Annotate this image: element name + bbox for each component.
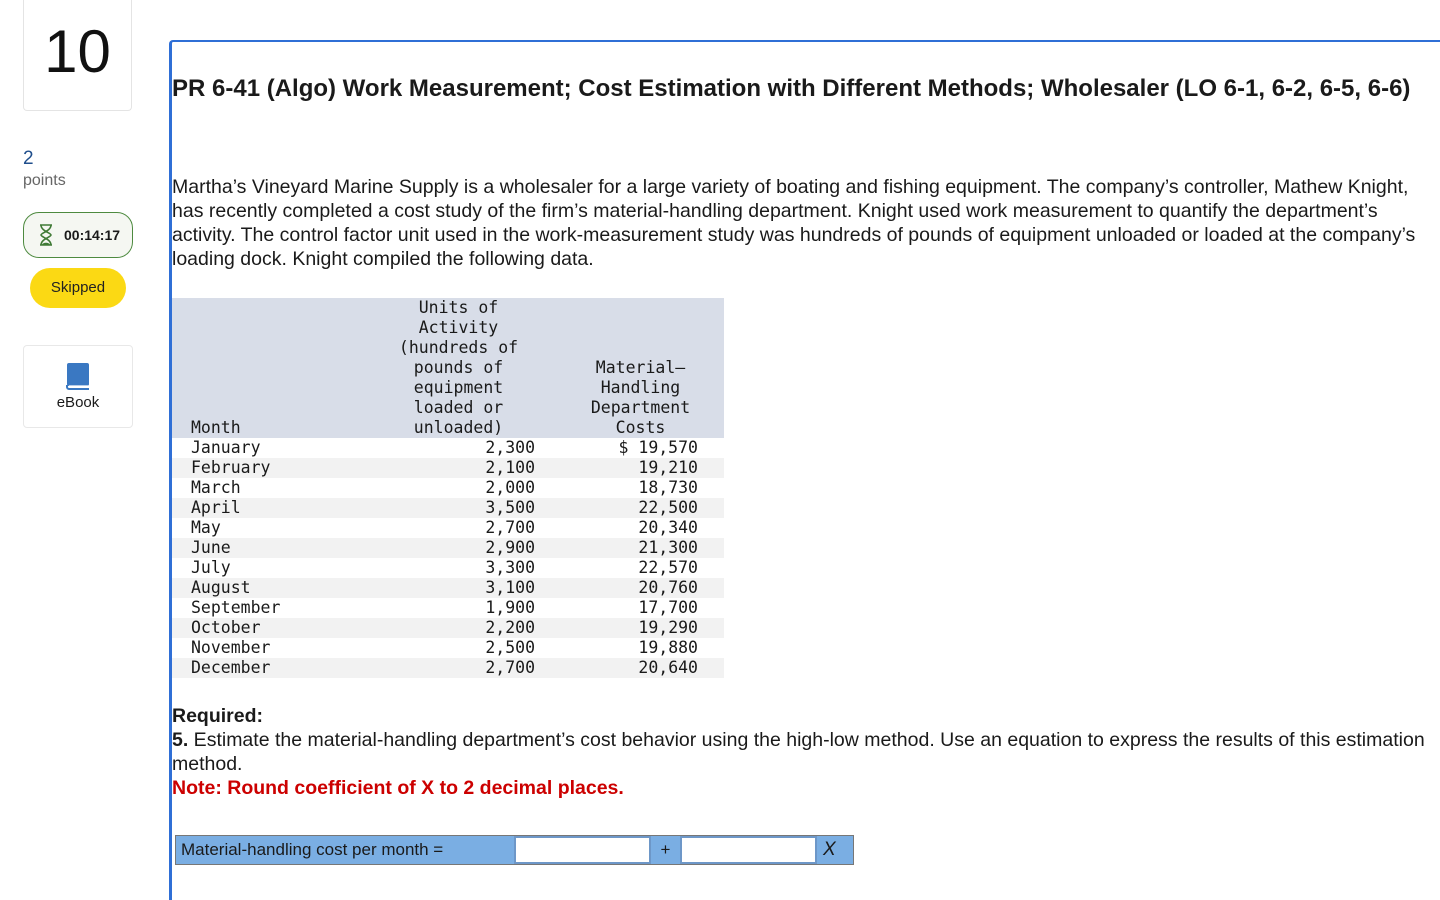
timer — [23, 212, 133, 258]
intro-text: Martha’s Vineyard Marine Supply is a wholesaler for a large variety of boating and fishing equipment. The company’s controller, Mathew Knight, has recently completed a cost study of the firm’s material-handling department. Knight used work measurement to quantify the department’s activity. The control factor unit used in the work-measurement study was hundreds of pounds of equipment unloaded or loaded at the company’s loading dock. Knight compiled the following data. — [172, 176, 1416, 270]
table-row — [172, 578, 724, 598]
units-cell: 1,900 — [485, 598, 535, 617]
units-cell: 2,700 — [485, 518, 535, 537]
units-cell: 2,500 — [485, 638, 535, 657]
units-cell: 3,300 — [485, 558, 535, 577]
header-costs — [537, 298, 724, 438]
month-cell: April — [172, 498, 382, 518]
required-body: Estimate the material-handling department’s cost behavior using the high-low method. Use an equation to express the results of this estimation method. — [172, 729, 1425, 775]
cost-cell: 22,570 — [638, 558, 698, 577]
table-row — [172, 638, 724, 658]
cost-cell: 19,880 — [638, 638, 698, 657]
question-panel — [169, 40, 1440, 900]
month-cell: December — [172, 658, 382, 678]
units-cell: 2,300 — [485, 438, 535, 457]
table-row — [172, 538, 724, 558]
data-table — [172, 298, 724, 678]
table-row — [172, 658, 724, 678]
cost-cell: 19,210 — [537, 458, 724, 478]
cost-cell: 18,730 — [638, 478, 698, 497]
month-cell: May — [191, 518, 221, 537]
header-units-text: Units of Activity (hundreds of pounds of equipment loaded or unloaded) — [398, 298, 519, 437]
header-costs-text: Material–Handling Department Costs — [590, 358, 691, 437]
table-row — [172, 618, 724, 638]
cost-cell: 20,760 — [537, 578, 724, 598]
table-row — [172, 518, 724, 538]
cost-cell: 20,340 — [638, 518, 698, 537]
units-cell: 2,100 — [382, 458, 537, 478]
month-cell: June — [172, 538, 382, 558]
month-cell: March — [191, 478, 241, 497]
table-row — [172, 558, 724, 578]
cost-cell: 20,640 — [537, 658, 724, 678]
table-row — [172, 438, 724, 458]
cost-cell: $ 19,570 — [618, 438, 698, 457]
header-units — [382, 298, 537, 438]
x-variable: X — [823, 839, 836, 860]
units-cell: 2,000 — [485, 478, 535, 497]
cost-cell: 22,500 — [537, 498, 724, 518]
cost-cell: 19,290 — [537, 618, 724, 638]
table-row — [172, 478, 724, 498]
variable-cost-input[interactable] — [680, 836, 817, 864]
table-row — [172, 458, 724, 478]
month-cell: September — [191, 598, 281, 617]
points-value: 2 — [23, 148, 34, 169]
points-label: points — [23, 172, 66, 189]
cost-cell: 17,700 — [638, 598, 698, 617]
month-cell: January — [191, 438, 261, 457]
question-number: 10 — [23, 0, 132, 111]
timer-value: 00:14:17 — [64, 227, 121, 243]
points — [23, 148, 66, 190]
units-cell: 2,900 — [382, 538, 537, 558]
month-cell: October — [172, 618, 382, 638]
fixed-cost-input[interactable] — [514, 836, 651, 864]
ebook-label: eBook — [56, 394, 100, 411]
table-row — [172, 598, 724, 618]
required-text — [172, 728, 1432, 776]
answer-row — [175, 835, 854, 865]
page-title: PR 6-41 (Algo) Work Measurement; Cost Estimation with Different Methods; Wholesaler (LO 6-1, 6-2, 6-5, 6-6) — [172, 75, 1411, 102]
skipped-badge: Skipped — [30, 268, 126, 308]
units-cell: 3,100 — [382, 578, 537, 598]
required-number: 5. — [172, 729, 189, 751]
ebook-button[interactable] — [23, 345, 133, 428]
book-icon — [65, 362, 91, 390]
units-cell: 3,500 — [382, 498, 537, 518]
hourglass-icon — [38, 223, 54, 247]
header-month: Month — [172, 298, 382, 438]
units-cell: 2,700 — [382, 658, 537, 678]
table-row — [172, 498, 724, 518]
month-cell: November — [191, 638, 271, 657]
rounding-note: Note: Round coefficient of X to 2 decimal places. — [172, 777, 624, 799]
plus-sign: + — [660, 840, 671, 859]
answer-label: Material-handling cost per month = — [181, 840, 444, 859]
month-cell: August — [172, 578, 382, 598]
units-cell: 2,200 — [382, 618, 537, 638]
month-cell: July — [191, 558, 231, 577]
required-heading: Required: — [172, 705, 264, 727]
cost-cell: 21,300 — [537, 538, 724, 558]
required-section — [172, 704, 1432, 800]
month-cell: February — [172, 458, 382, 478]
